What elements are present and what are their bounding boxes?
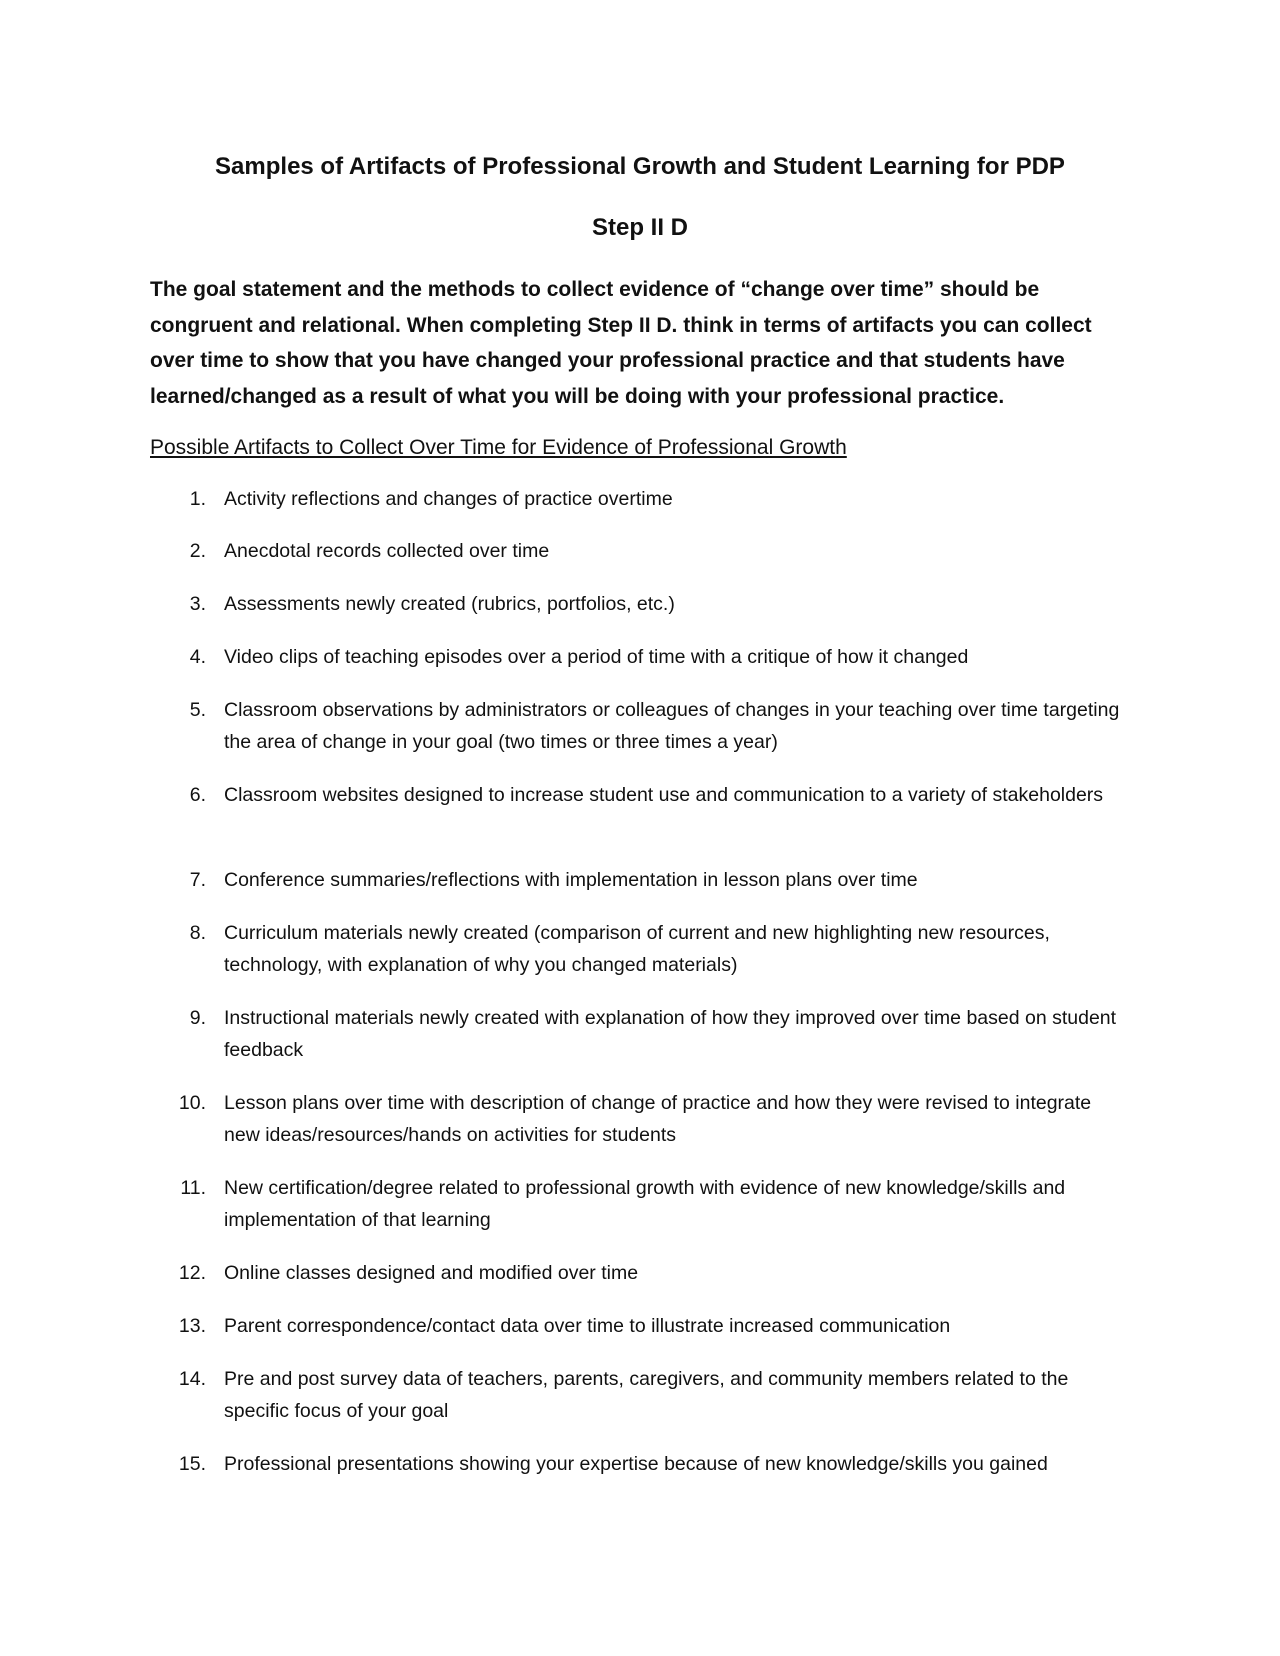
intro-paragraph: The goal statement and the methods to collect evidence of “change over time” should be congruent and relational. When completing Step II D. think in terms of artifacts you can collect over time to show that you have changed your professional practice and that students have learned/changed as a result of what you will be doing with your professional practice. [150,278,1092,408]
list-item-text: Parent correspondence/contact data over time to illustrate increased communication [224,1315,951,1337]
list-item-text: Pre and post survey data of teachers, parents, caregivers, and community members related to the specific focus of your goal [224,1368,1069,1422]
list-item-number: 6. [189,784,206,806]
list-item-number: 8. [189,922,206,944]
page-subtitle: Step II D [591,214,688,241]
list-item-number: 9. [189,1007,206,1029]
list-item-text: Conference summaries/reflections with implementation in lesson plans over time [224,869,918,891]
list-item-text: Online classes designed and modified over time [224,1262,639,1284]
list-item-number: 7. [189,869,206,891]
list-item-number: 12. [178,1262,206,1284]
list-item-text: Assessments newly created (rubrics, portfolios, etc.) [224,593,675,615]
list-item-number: 13. [178,1315,206,1337]
list-item-number: 11. [180,1177,206,1199]
list-item-text: Lesson plans over time with description of change of practice and how they were revised to integrate new ideas/resources/hands on activities for students [224,1092,1092,1146]
list-item-text: New certification/degree related to professional growth with evidence of new knowledge/skills and implementation of that learning [224,1177,1066,1231]
list-item-text: Classroom observations by administrators or colleagues of changes in your teaching over time targeting the area of change in your goal (two times or three times a year) [224,699,1120,753]
list-item-text: Classroom websites designed to increase student use and communication to a variety of stakeholders [224,784,1104,806]
list-item-text: Video clips of teaching episodes over a period of time with a critique of how it changed [224,646,969,668]
list-item-number: 14. [178,1368,206,1390]
list-item-number: 15. [178,1453,206,1475]
list-item-number: 1. [189,488,206,510]
list-item-number: 2. [189,540,206,562]
list-item-text: Instructional materials newly created with explanation of how they improved over time based on student feedback [224,1007,1117,1061]
list-item-number: 10. [178,1092,206,1114]
list-item-text: Curriculum materials newly created (comparison of current and new highlighting new resources, technology, with explanation of why you changed materials) [224,922,1050,976]
page-title: Samples of Artifacts of Professional Growth and Student Learning for PDP [215,153,1065,180]
list-item-number: 3. [189,593,206,615]
list-item-number: 4. [189,646,206,668]
list-item-text: Activity reflections and changes of practice overtime [224,488,673,510]
list-item-number: 5. [189,699,206,721]
list-item-text: Anecdotal records collected over time [224,540,550,562]
section-heading: Possible Artifacts to Collect Over Time for Evidence of Professional Growth [150,436,847,459]
list-item-text: Professional presentations showing your expertise because of new knowledge/skills you gained [224,1453,1048,1475]
